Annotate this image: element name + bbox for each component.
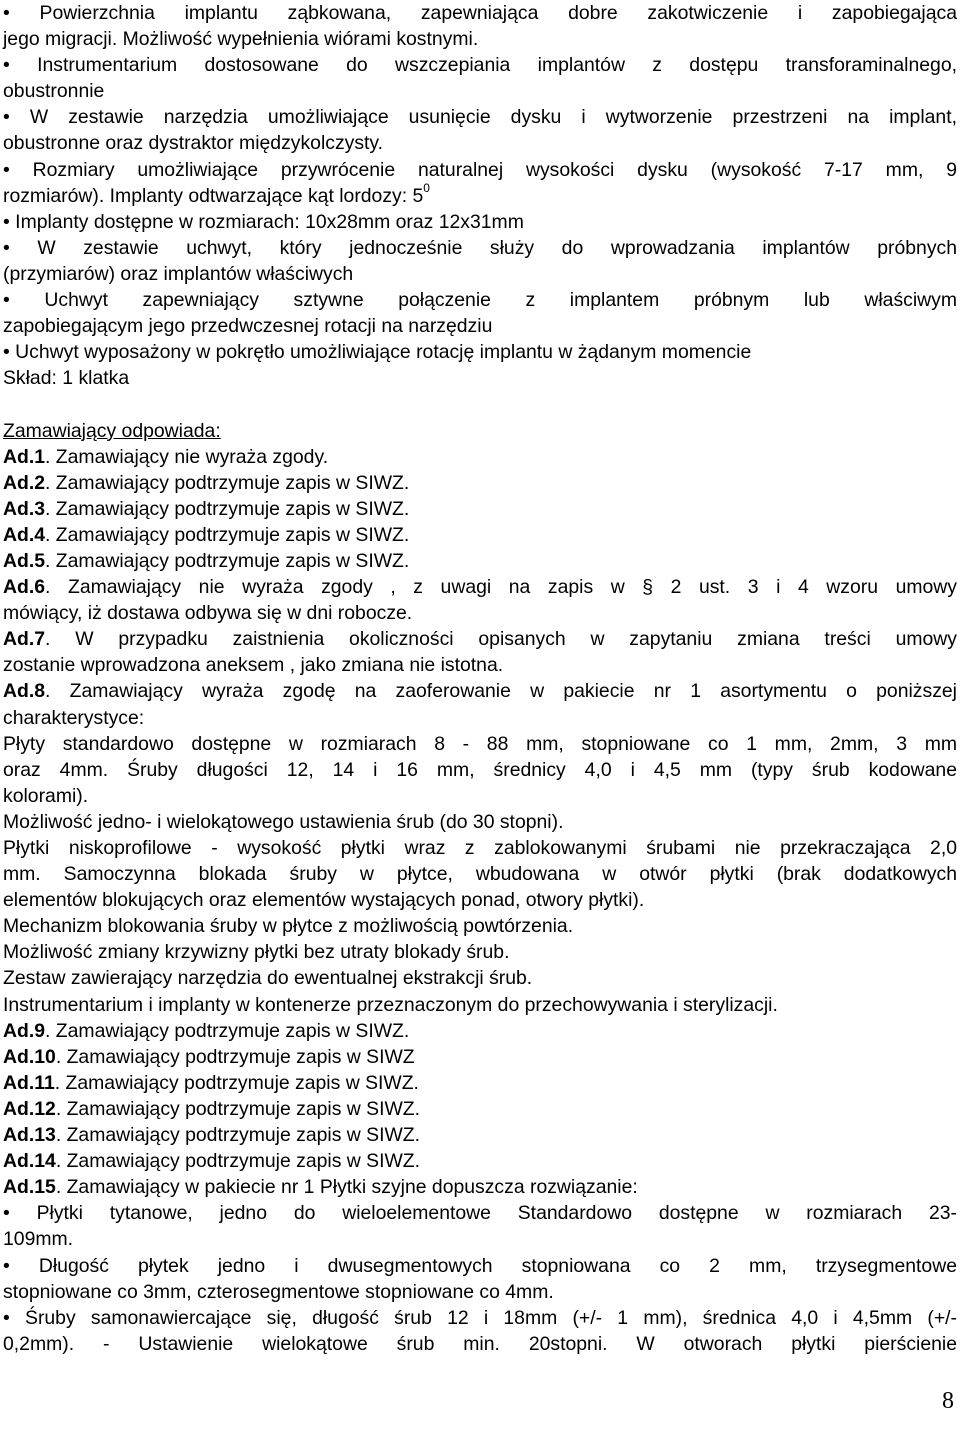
answer-label: Ad.4 [3, 523, 46, 546]
answer-text: . Zamawiający podtrzymuje zapis w SIWZ. [55, 1097, 421, 1120]
answer-label: Ad.2 [3, 471, 46, 494]
answer-continuation: zostanie wprowadzona aneksem , jako zmiana nie istotna. [3, 654, 504, 677]
answer-text: . Zamawiający podtrzymuje zapis w SIWZ [55, 1045, 415, 1068]
spec-line: Mechanizm blokowania śruby w płytce z możliwością powtórzenia. [3, 915, 574, 938]
answer-text: . Zamawiający podtrzymuje zapis w SIWZ. [45, 523, 410, 546]
answer-continuation: charakterystyce: [3, 706, 145, 729]
bullet-line: • Implanty dostępne w rozmiarach: 10x28mm oraz 12x31mm [3, 210, 524, 233]
answer-label: Ad.8 [3, 680, 46, 703]
answer-text: . W przypadku zaistnienia okoliczności opisanych w zapytaniu zmiana treści umowy [45, 628, 957, 651]
bullet-line: (przymiarów) oraz implantów właściwych [3, 262, 354, 285]
answer-text: . Zamawiający podtrzymuje zapis w SIWZ. [55, 1150, 421, 1173]
answer-label: Ad.12 [3, 1097, 56, 1120]
answer-item [3, 1174, 957, 1200]
composition-text: Skład: 1 klatka [3, 367, 130, 390]
answer-text: . Zamawiający nie wyraża zgody , z uwagi na zapis w § 2 ust. 3 i 4 wzoru umowy [45, 576, 957, 599]
answer-label: Ad.1 [3, 445, 46, 468]
bullet-list-bottom [3, 1200, 957, 1357]
answer-text: . Zamawiający podtrzymuje zapis w SIWZ. [45, 497, 410, 520]
bullet-line: jego migracji. Możliwość wypełnienia wiórami kostnymi. [3, 28, 479, 51]
spec-line: Płyty standardowo dostępne w rozmiarach 8 - 88 mm, stopniowane co 1 mm, 2mm, 3 mm [3, 732, 957, 755]
document-page [3, 0, 957, 1357]
spec-line: Płytki niskoprofilowe - wysokość płytki wraz z zablokowanymi śrubami nie przekraczająca 2,0 [3, 837, 957, 859]
bullet-line: • Powierzchnia implantu ząbkowana, zapewniająca dobre zakotwiczenie i zapobiegająca [3, 2, 957, 24]
bullet-line: • W zestawie uchwyt, który jednocześnie służy do wprowadzania implantów próbnych [3, 236, 957, 259]
answer-label: Ad.15 [3, 1176, 56, 1199]
answer-text: . Zamawiający podtrzymuje zapis w SIWZ. [55, 1124, 421, 1147]
bullet-line: obustronnie [3, 80, 105, 103]
page-number: 8 [942, 1388, 954, 1414]
answer-text: . Zamawiający podtrzymuje zapis w SIWZ. [45, 549, 410, 572]
spec-line: kolorami). [3, 784, 89, 807]
answer-label: Ad.5 [3, 549, 46, 572]
bullet-line: • Rozmiary umożliwiające przywrócenie naturalnej wysokości dysku (wysokość 7-17 mm, 9 [3, 158, 957, 181]
answer-text: . Zamawiający podtrzymuje zapis w SIWZ. [45, 1019, 410, 1042]
answer-label: Ad.9 [3, 1019, 46, 1042]
bullet-line: • W zestawie narzędzia umożliwiające usunięcie dysku i wytworzenie przestrzeni na implant, [3, 106, 957, 129]
answer-item [3, 1070, 957, 1096]
bullet-line: • Długość płytek jedno i dwusegmentowych stopniowana co 2 mm, trzysegmentowe [3, 1254, 957, 1277]
spec-line: Możliwość jedno- i wielokątowego ustawienia śrub (do 30 stopni). [3, 810, 564, 833]
answer-text: . Zamawiający nie wyraża zgody. [45, 445, 329, 468]
spec-line: Zestaw zawierający narzędzia do ewentualnej ekstrakcji śrub. [3, 967, 533, 990]
answer-label: Ad.6 [3, 576, 46, 599]
bullet-line: obustronne oraz dystraktor międzykolczysty. [3, 132, 384, 155]
answer-item [3, 1044, 957, 1070]
answer-continuation: mówiący, iż dostawa odbywa się w dni robocze. [3, 602, 413, 625]
answer-text: . Zamawiający podtrzymuje zapis w SIWZ. [54, 1071, 419, 1094]
answer-item [3, 678, 957, 704]
answer-label: Ad.10 [3, 1045, 56, 1068]
answer-item [3, 626, 957, 652]
answer-item [3, 548, 957, 574]
answer-item [3, 470, 957, 496]
bullet-line: • Śruby samonawiercające się, długość śrub 12 i 18mm (+/- 1 mm), średnica 4,0 i 4,5mm (+/- [3, 1306, 957, 1329]
answer-item [3, 574, 957, 600]
answer-item [3, 444, 957, 470]
answer-item [3, 522, 957, 548]
answer-text: . Zamawiający w pakiecie nr 1 Płytki szyjne dopuszcza rozwiązanie: [55, 1176, 638, 1199]
answer-text: . Zamawiający wyraża zgodę na zaoferowanie w pakiecie nr 1 asortymentu o poniższej [45, 680, 957, 703]
degree-superscript: 0 [423, 181, 430, 196]
bullet-line: • Instrumentarium dostosowane do wszczepiania implantów z dostępu transforaminalnego, [3, 54, 957, 77]
lordosis-text: rozmiarów). Implanty odtwarzające kąt lordozy: 5 [3, 184, 424, 207]
spec-line: oraz 4mm. Śruby długości 12, 14 i 16 mm, średnicy 4,0 i 4,5 mm (typy śrub kodowane [3, 758, 957, 781]
answer-item [3, 1096, 957, 1122]
bullet-line: stopniowane co 3mm, czterosegmentowe stopniowane co 4mm. [3, 1280, 554, 1303]
response-heading: Zamawiający odpowiada: [3, 419, 221, 442]
bullet-line: • Uchwyt wyposażony w pokrętło umożliwiające rotację implantu w żądanym momencie [3, 341, 752, 364]
answer-item [3, 496, 957, 522]
bullet-line: 0,2mm). - Ustawienie wielokątowe śrub min. 20stopni. W otworach płytki pierścienie [3, 1332, 957, 1355]
answer-label: Ad.3 [3, 497, 46, 520]
spacer [3, 391, 957, 417]
answer-label: Ad.7 [3, 628, 46, 651]
bullet-line: zapobiegającym jego przedwczesnej rotacji na narzędziu [3, 315, 493, 338]
bullet-line: • Płytki tytanowe, jedno do wieloelementowe Standardowo dostępne w rozmiarach 23- [3, 1202, 957, 1225]
spec-line: mm. Samoczynna blokada śruby w płytce, wbudowana w otwór płytki (brak dodatkowych [3, 863, 957, 886]
answer-label: Ad.14 [3, 1150, 56, 1173]
spec-line: Możliwość zmiany krzywizny płytki bez utraty blokady śrub. [3, 941, 510, 964]
answer-item [3, 1148, 957, 1174]
spec-line: elementów blokujących oraz elementów wystających ponad, otwory płytki). [3, 889, 645, 912]
bullet-line-lordosis [3, 183, 957, 209]
bullet-line: 109mm. [3, 1228, 74, 1251]
answer-text: . Zamawiający podtrzymuje zapis w SIWZ. [45, 471, 410, 494]
bullet-line: • Uchwyt zapewniający sztywne połączenie z implantem próbnym lub właściwym [3, 289, 957, 312]
spec-line: Instrumentarium i implanty w kontenerze przeznaczonym do przechowywania i sterylizacji. [3, 993, 778, 1016]
answer-label: Ad.11 [3, 1071, 55, 1094]
answer-item [3, 1018, 957, 1044]
answer-item [3, 1122, 957, 1148]
answer-label: Ad.13 [3, 1124, 56, 1147]
bullet-list-top [3, 0, 957, 365]
